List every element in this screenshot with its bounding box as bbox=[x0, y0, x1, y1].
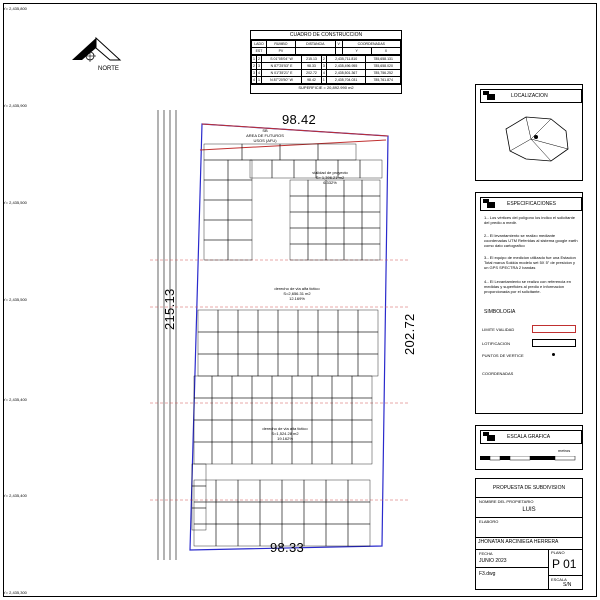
dim-right: 202.72 bbox=[402, 313, 417, 355]
table-cell: 2,435,711.810 bbox=[326, 56, 366, 63]
table-cell: 98.42 bbox=[302, 77, 322, 84]
table-cell: 2 bbox=[253, 64, 255, 68]
divider bbox=[476, 567, 548, 568]
solicitante-label: NOMBRE DEL PROPIETARIO bbox=[479, 499, 534, 504]
table-cell: PV bbox=[267, 48, 296, 55]
table-cell: 785,658.020 bbox=[366, 63, 401, 70]
table-cell: X bbox=[371, 48, 400, 55]
table-cell: 215.13 bbox=[302, 56, 322, 63]
table-cell bbox=[295, 48, 335, 55]
table-surface: SUPERFICIE = 20,892.990 m2 bbox=[251, 84, 401, 90]
table-cell bbox=[335, 48, 342, 55]
table-cell: 4 bbox=[253, 78, 255, 82]
table-cell: 1 bbox=[253, 57, 255, 61]
table-cell: N 87°20'50" W bbox=[261, 77, 301, 84]
scale-bar bbox=[480, 456, 580, 466]
street2-label: derecho de via alta tictico S=1,524.28 m2 19.162% bbox=[262, 426, 308, 441]
fecha-value: JUNIO 2023 bbox=[479, 558, 507, 564]
table-cell: 98.33 bbox=[302, 63, 322, 70]
archivo-value: F3.dwg bbox=[479, 571, 496, 577]
table-cell: 3 bbox=[253, 71, 255, 75]
divider bbox=[476, 537, 582, 538]
location-header bbox=[480, 89, 582, 103]
table-cell: S 01°05'04" W bbox=[261, 56, 301, 63]
table-title: CUADRO DE CONSTRUCCION bbox=[251, 31, 401, 40]
coord-label: Y= 2,435,800 bbox=[3, 6, 27, 11]
property-boundary bbox=[190, 124, 388, 550]
table-cell: 4 bbox=[258, 71, 260, 75]
table-cell: 202.72 bbox=[302, 70, 322, 77]
table-cell: 1 bbox=[322, 78, 325, 82]
location-icon bbox=[483, 91, 497, 101]
table-cell: 2,435,496.955 bbox=[326, 63, 366, 70]
table-header: LADO bbox=[252, 41, 267, 48]
table-header: DISTANCIA bbox=[295, 41, 335, 48]
table-cell: 2,435,501.367 bbox=[326, 70, 366, 77]
spec-note: 3.- El equipo de medicion utilizado fue una Estacion Total marca Sokkia modelo set 5X 5" de presicion y un GPS SPECTRA 2 bandas bbox=[484, 255, 576, 270]
location-box bbox=[475, 84, 583, 181]
specs-icon bbox=[483, 199, 497, 209]
table-grid bbox=[251, 40, 401, 55]
coord-label: Y= 2,435,400 bbox=[3, 493, 27, 498]
table-cell: 785,761.874 bbox=[366, 77, 401, 84]
dim-top: 98.42 bbox=[282, 112, 317, 127]
coord-label: Y= 2,435,300 bbox=[3, 590, 27, 595]
solicitante-value: LUIS bbox=[522, 507, 536, 513]
scale-units: metros bbox=[558, 448, 571, 453]
sym-swatch bbox=[532, 325, 576, 333]
spec-note: 4.- El Levantamiento se realizo con referencia en medidas y superficies al predio e informacion proporcionada por el solicitante. bbox=[484, 279, 571, 294]
specs-title: ESPECIFICACIONES bbox=[507, 201, 556, 207]
scale-box bbox=[475, 425, 583, 470]
sym-swatch bbox=[532, 339, 576, 347]
north-label: NORTE bbox=[98, 66, 119, 72]
construction-table bbox=[250, 30, 402, 94]
table-header: COORDENADAS bbox=[342, 41, 400, 48]
scale-header bbox=[480, 430, 582, 444]
dim-left: 215.13 bbox=[162, 288, 177, 330]
table-cell: 785,658.131 bbox=[366, 56, 401, 63]
scale-icon bbox=[483, 432, 497, 442]
escala-value: S/N bbox=[563, 582, 572, 588]
spec-note: 2.- El levantamiento se realizo mediante coordenadas UTM Referidas al sistema google earth como dato cartografico bbox=[484, 233, 578, 248]
title-block bbox=[475, 478, 583, 590]
site-plan bbox=[150, 110, 410, 560]
sym-label: LOTIFICACION bbox=[482, 341, 511, 346]
table-cell: 3 bbox=[258, 64, 260, 68]
escala-label: ESCALA bbox=[551, 577, 567, 582]
location-title: LOCALIZACION bbox=[511, 93, 548, 99]
elaboro-value: JHONATAN ARCINIEGA HERRERA bbox=[478, 539, 559, 545]
coord-label: Y= 2,435,500 bbox=[3, 200, 27, 205]
table-cell: 2,435,704.031 bbox=[326, 77, 366, 84]
table-cell: 1 bbox=[258, 78, 260, 82]
specs-box bbox=[475, 192, 583, 414]
specs-header bbox=[480, 197, 582, 211]
fecha-label: FECHA bbox=[479, 551, 493, 556]
simbologia-title: SIMBOLOGIA bbox=[484, 309, 516, 315]
table-cell: Y bbox=[342, 48, 371, 55]
table-row bbox=[252, 70, 401, 77]
plano-cell bbox=[548, 549, 583, 575]
table-cell: 3 bbox=[322, 64, 325, 68]
coord-label: Y= 2,435,400 bbox=[3, 397, 27, 402]
divider bbox=[476, 517, 582, 518]
divider bbox=[476, 497, 582, 498]
sym-label: PUNTOS DE VERTICE bbox=[482, 353, 524, 358]
coord-label: Y= 2,435,900 bbox=[3, 103, 27, 108]
sym-label: LIMITE VIALIDAD bbox=[482, 327, 515, 332]
plano-value: P 01 bbox=[552, 557, 577, 571]
table-cell: 785,756.252 bbox=[366, 70, 401, 77]
table-header: V bbox=[335, 41, 342, 48]
escala-cell bbox=[548, 575, 583, 590]
vialidad-label: vialidad de proyecto S= 1,396.21 m2 6.332% bbox=[312, 170, 348, 185]
sym-label: COORDENADAS bbox=[482, 371, 514, 376]
table-cell: 4 bbox=[322, 71, 325, 75]
table-cell: 2 bbox=[322, 57, 325, 61]
location-map-icon bbox=[496, 109, 576, 169]
street1-label: derecho de via alfa tictico S=2,656.31 m2 12.169% bbox=[274, 286, 320, 301]
sym-dot bbox=[552, 353, 555, 356]
spec-note: 1.- Los vértices del polígono los indico el solicitante del predio a medir. bbox=[484, 215, 575, 225]
table-header: RUMBO bbox=[267, 41, 296, 48]
plano-label: PLANO bbox=[551, 550, 565, 555]
table-row bbox=[252, 77, 401, 84]
elaboro-label: ELABORO bbox=[479, 519, 499, 524]
propuesta-title: PROPUESTA DE SUBDIVISION bbox=[492, 485, 566, 491]
table-cell: EST bbox=[252, 48, 267, 55]
table-rows bbox=[251, 55, 401, 84]
table-row bbox=[252, 56, 401, 63]
table-cell: N 87°25'53" E bbox=[261, 63, 301, 70]
table-cell: 2 bbox=[258, 57, 260, 61]
table-cell: N 01°35'21" E bbox=[261, 70, 301, 77]
dim-bottom: 98.33 bbox=[270, 540, 305, 555]
afu-label: SB AREA DE FUTUROS USOS (AFU) bbox=[246, 128, 284, 143]
table-row bbox=[252, 63, 401, 70]
coord-label: Y= 2,435,500 bbox=[3, 297, 27, 302]
scale-title: ESCALA GRAFICA bbox=[507, 434, 551, 440]
